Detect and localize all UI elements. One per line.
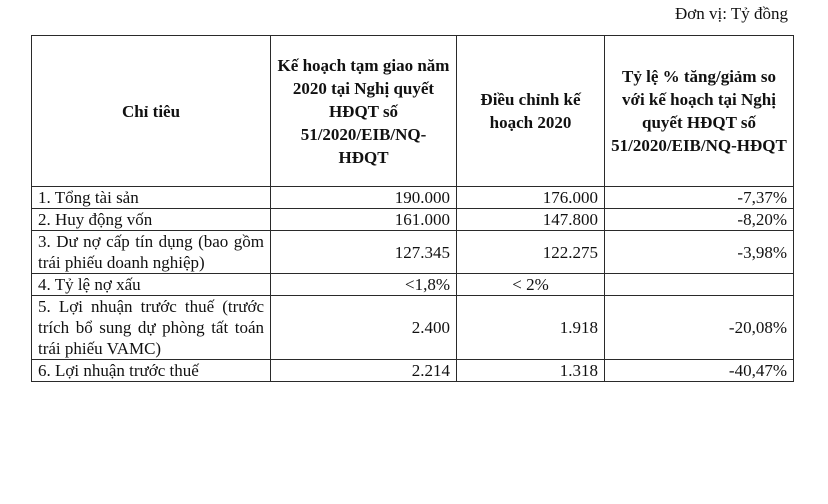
header-adjusted-plan: Điều chỉnh kế hoạch 2020 xyxy=(457,36,605,187)
row-change: -3,98% xyxy=(605,231,794,274)
row-change: -7,37% xyxy=(605,187,794,209)
table-row xyxy=(32,231,794,274)
row-adjusted: 147.800 xyxy=(457,209,605,231)
table-row xyxy=(32,187,794,209)
unit-label: Đơn vị: Tỷ đồng xyxy=(674,4,788,23)
row-name: 4. Tỷ lệ nợ xấu xyxy=(32,274,271,296)
row-plan: 190.000 xyxy=(271,187,457,209)
row-adjusted: 1.918 xyxy=(457,296,605,360)
row-name: 5. Lợi nhuận trước thuế (trước trích bổ sung dự phòng tất toán trái phiếu VAMC) xyxy=(32,296,271,360)
row-adjusted: 1.318 xyxy=(457,360,605,382)
row-adjusted: < 2% xyxy=(457,274,605,296)
row-adjusted: 176.000 xyxy=(457,187,605,209)
plan-adjustment-table xyxy=(31,35,794,382)
row-name: 6. Lợi nhuận trước thuế xyxy=(32,360,271,382)
row-name: 2. Huy động vốn xyxy=(32,209,271,231)
row-change: -20,08% xyxy=(605,296,794,360)
row-plan: 2.214 xyxy=(271,360,457,382)
row-name: 3. Dư nợ cấp tín dụng (bao gồm trái phiếu doanh nghiệp) xyxy=(32,231,271,274)
header-change-percent: Tỷ lệ % tăng/giảm so với kế hoạch tại Nghị quyết HĐQT số 51/2020/EIB/NQ-HĐQT xyxy=(605,36,794,187)
table-row xyxy=(32,274,794,296)
header-interim-plan: Kế hoạch tạm giao năm 2020 tại Nghị quyết HĐQT số 51/2020/EIB/NQ-HĐQT xyxy=(271,36,457,187)
row-plan: <1,8% xyxy=(271,274,457,296)
header-indicator: Chỉ tiêu xyxy=(32,36,271,187)
table-row xyxy=(32,296,794,360)
row-plan: 127.345 xyxy=(271,231,457,274)
row-change: -8,20% xyxy=(605,209,794,231)
row-name: 1. Tổng tài sản xyxy=(32,187,271,209)
row-change: -40,47% xyxy=(605,360,794,382)
table-row xyxy=(32,360,794,382)
row-adjusted: 122.275 xyxy=(457,231,605,274)
row-plan: 161.000 xyxy=(271,209,457,231)
row-change xyxy=(605,274,794,296)
table-row xyxy=(32,209,794,231)
row-plan: 2.400 xyxy=(271,296,457,360)
table-header-row xyxy=(32,36,794,187)
